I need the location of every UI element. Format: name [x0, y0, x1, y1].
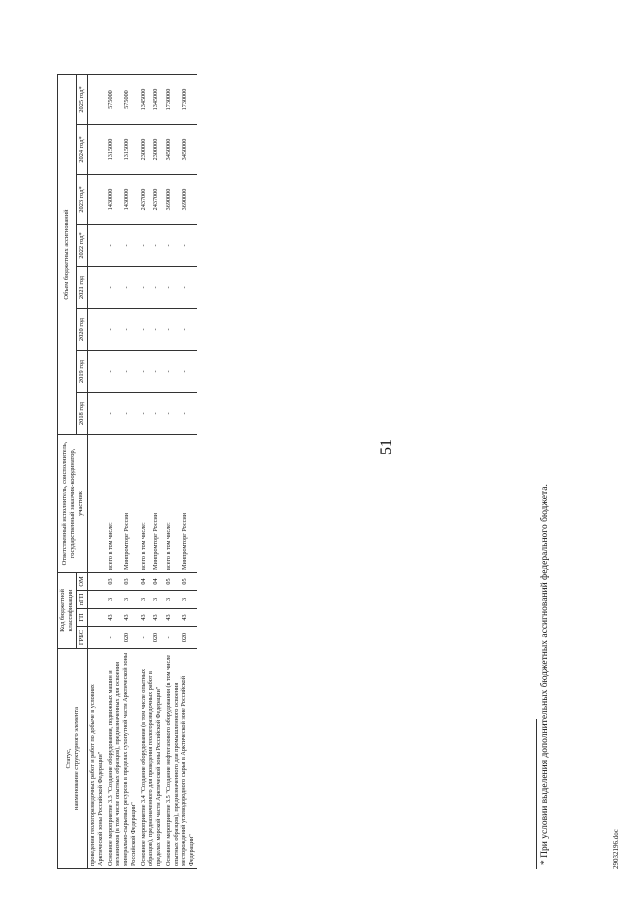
item-3-4-text: Основное мероприятие 3.4 "Создание оборудования (в том числе опытных образцов), предназначенного для проведения геологоразведочных работ в пределах морской части Арктической зоны Российской Федерации" — [139, 649, 164, 869]
page-number: 51 — [378, 439, 395, 455]
table-row — [88, 75, 106, 869]
header-status-line: Статус, — [64, 748, 72, 769]
footnote: * При условии выделения дополнительных бюджетных ассигнований федерального бюджета. — [540, 484, 550, 865]
document-filename: 29032196.doc — [612, 829, 620, 869]
table-row: Основное мероприятие 3.3 "Создание оборудования, подвижных машин и механизмов (в том числе опытных образцов), предназначенных для освоения минерально-сырьевых ресурсов в пределах сухопутной части Арктической зоны Российской Федерации" - 43 3 03 всего в том числе: - - - - - 1430000 1315000 575000 — [106, 75, 123, 869]
year-2022: 2022 год* — [77, 225, 88, 267]
row-cont-text: проведения геологоразведочных работ и работ по добыче в условиях Арктической зоны Российской Федерации" — [88, 649, 106, 869]
table-row: 020 43 3 03 Минпромторг России - - - - - 1430000 1315000 575000 — [122, 75, 139, 869]
table-row: 020 43 3 04 Минпромторг России - - - - - 2437000 2300000 1345000 — [151, 75, 164, 869]
header-responsible: Ответственный исполнитель, соисполнитель, государственный заказчик-координатор, участник — [58, 435, 88, 573]
item-3-3-text: Основное мероприятие 3.3 "Создание оборудования, подвижных машин и механизмов (в том числе опытных образцов), предназначенных для освоения минерально-сырьевых ресурсов в пределах сухопутной части Арктической зоны Российской Федерации" — [106, 649, 139, 869]
header-status — [58, 649, 88, 869]
subheader-pgp: пГП — [77, 591, 88, 609]
year-2020: 2020 год — [77, 309, 88, 351]
item-3-5-text: Основное мероприятие 3.5 "Создание нефтегазового оборудования (в том числе опытных образцов), предназначенного для промышленного освоения месторождений углеводородного сырья в Арктической зоне Российской Федерации" — [164, 649, 197, 869]
year-2021: 2021 год — [77, 267, 88, 309]
table-row: Основное мероприятие 3.4 "Создание оборудования (в том числе опытных образцов), предназначенного для проведения геологоразведочных работ в пределах морской части Арктической зоны Российской Федерации" - 43 3 04 всего в том числе: - - - - - 2437000 2300000 1345000 — [139, 75, 152, 869]
year-2019: 2019 год — [77, 351, 88, 393]
table-row: Основное мероприятие 3.5 "Создание нефтегазового оборудования (в том числе опытных образцов), предназначенного для промышленного освоения месторождений углеводородного сырья в Арктической зоне Российской Федерации" - 43 3 05 всего в том числе: - - - - - 3690000 3450000 1730000 — [164, 75, 181, 869]
year-2025: 2025 год* — [77, 75, 88, 125]
subheader-grbs: ГРБС — [77, 627, 88, 649]
budget-table — [57, 74, 197, 869]
year-2023: 2023 год* — [77, 175, 88, 225]
table-row: 020 43 3 05 Минпромторг России - - - - - 3690000 3450000 1730000 — [180, 75, 197, 869]
header-code: Код бюджетной классификации — [58, 573, 77, 649]
year-2018: 2018 год — [77, 393, 88, 435]
header-volume: Объем бюджетных ассигнований — [58, 75, 77, 435]
year-2024: 2024 год* — [77, 125, 88, 175]
subheader-om: ОМ — [77, 573, 88, 591]
header-status-line: наименование структурного элемента — [72, 707, 80, 810]
subheader-gp: ГП — [77, 609, 88, 627]
footnote-rule — [536, 719, 537, 869]
